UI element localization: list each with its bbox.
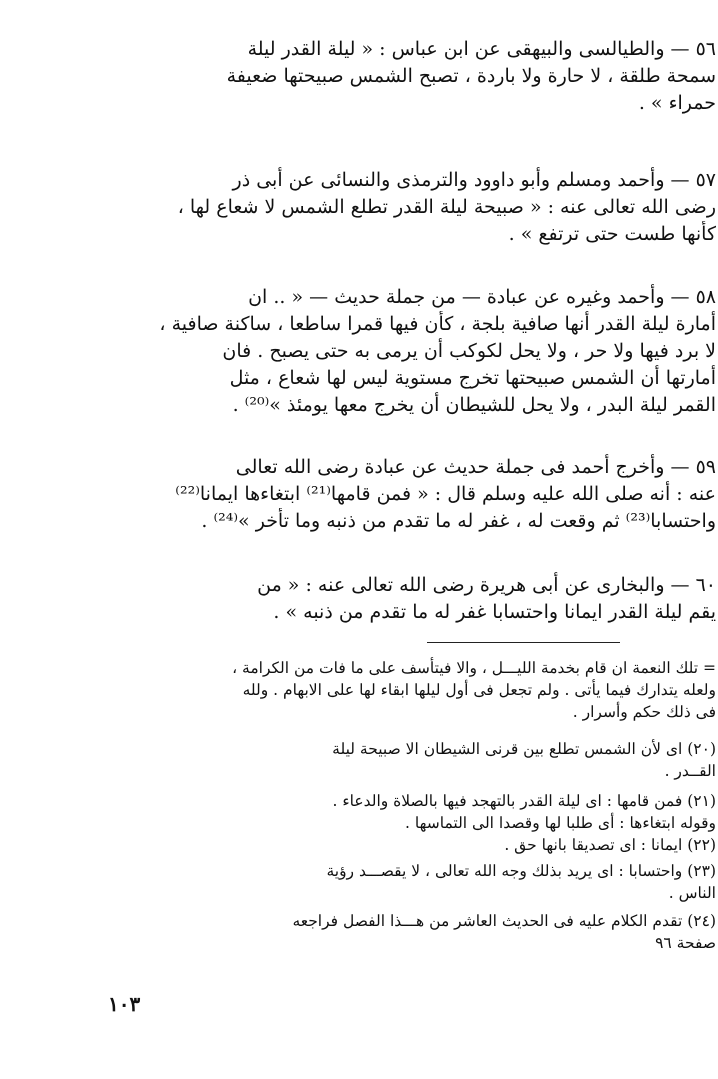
text-line: ٥٦ — والطيالسى والبيهقى عن ابن عباس : « ليلة القدر ليلة: [247, 38, 716, 60]
footnote-separator: [427, 642, 620, 643]
text-line: حمراء » .: [638, 92, 716, 114]
footnote-line: (٢٣) واحتسابا : اى يريد بذلك وجه الله تعالى ، لا يقصـــد رؤية: [326, 862, 716, 880]
text-line: ٥٨ — وأحمد وغيره عن عبادة — من جملة حديث — « .. ان: [248, 286, 716, 308]
text-line: لا برد فيها ولا حر ، ولا يحل لكوكب أن يرمى به حتى يصبح . فان: [222, 340, 716, 362]
text-line: أمارة ليلة القدر أنها صافية بلجة ، كأن فيها قمرا ساطعا ، ساكنة صافية ،: [159, 313, 716, 335]
footnote-line: = تلك النعمة ان قام بخدمة الليـــل ، والا فيتأسف على ما فات من الكرامة ،: [232, 659, 716, 677]
footnote-line: (٢٤) تقدم الكلام عليه فى الحديث العاشر من هـــذا الفصل فراجعه: [292, 912, 716, 930]
footnote-line: (٢٠) اى لأن الشمس تطلع بين قرنى الشيطان الا صبيحة ليلة: [332, 740, 716, 758]
footnote-20: [72, 738, 716, 782]
text-line: كأنها طست حتى ترتفع » .: [508, 223, 716, 245]
text-line: ٦٠ — والبخارى عن أبى هريرة رضى الله تعالى عنه : « من: [257, 574, 716, 596]
footnote-24: [72, 910, 716, 954]
text-line: ٥٧ — وأحمد ومسلم وأبو داوود والترمذى والنسائى عن أبى ذر: [232, 169, 716, 191]
text-line: عنه : أنه صلى الله عليه وسلم قال : « فمن قامها⁽²¹⁾ ابتغاءها ايمانا⁽²²⁾: [175, 483, 716, 505]
footnote-line: ولعله يتدارك فيما يأتى . ولم تجعل فى أول ليلها ابقاء لها على الابهام . ولله: [242, 681, 716, 699]
page-number: ١٠٣: [108, 992, 141, 1016]
text-line: رضى الله تعالى عنه : « صبيحة ليلة القدر تطلع الشمس لا شعاع لها ،: [177, 196, 716, 218]
text-line: واحتسابا⁽²³⁾ ثم وقعت له ، غفر له ما تقدم من ذنبه وما تأخر »⁽²⁴⁾ .: [201, 510, 716, 532]
hadith-60: [72, 572, 716, 626]
footnote-line: (٢١) فمن قامها : اى ليلة القدر بالتهجد فيها بالصلاة والدعاء .: [332, 792, 716, 810]
hadith-59: [72, 454, 716, 535]
footnote-line: (٢٢) ايمانا : اى تصديقا بانها حق .: [504, 836, 716, 854]
footnote-21: [72, 790, 716, 834]
footnote-line: فى ذلك حكم وأسرار .: [572, 703, 716, 721]
hadith-56: [72, 36, 716, 117]
hadith-58: [72, 284, 716, 419]
text-line: أمارتها أن الشمس صبيحتها تخرج مستوية ليس لها شعاع ، مثل: [229, 367, 716, 389]
text-line: القمر ليلة البدر ، ولا يحل للشيطان أن يخرج معها يومئذ »⁽²⁰⁾ .: [232, 394, 716, 416]
footnote-line: القــدر .: [664, 762, 716, 780]
footnote-23: [72, 860, 716, 904]
text-line: سمحة طلقة ، لا حارة ولا باردة ، تصبح الشمس صبيحتها ضعيفة: [226, 65, 716, 87]
hadith-57: [72, 167, 716, 248]
footnote-line: وقوله ابتغاءها : أى طلبا لها وقصدا الى التماسها .: [405, 814, 716, 832]
footnote-continued: [72, 657, 716, 723]
text-line: ٥٩ — وأخرج أحمد فى جملة حديث عن عبادة رضى الله تعالى: [235, 456, 716, 478]
text-line: يقم ليلة القدر ايمانا واحتسابا غفر له ما تقدم من ذنبه » .: [273, 601, 716, 623]
footnote-22: [72, 834, 716, 856]
footnote-line: صفحة ٩٦: [655, 934, 716, 952]
footnote-line: الناس .: [668, 884, 716, 902]
